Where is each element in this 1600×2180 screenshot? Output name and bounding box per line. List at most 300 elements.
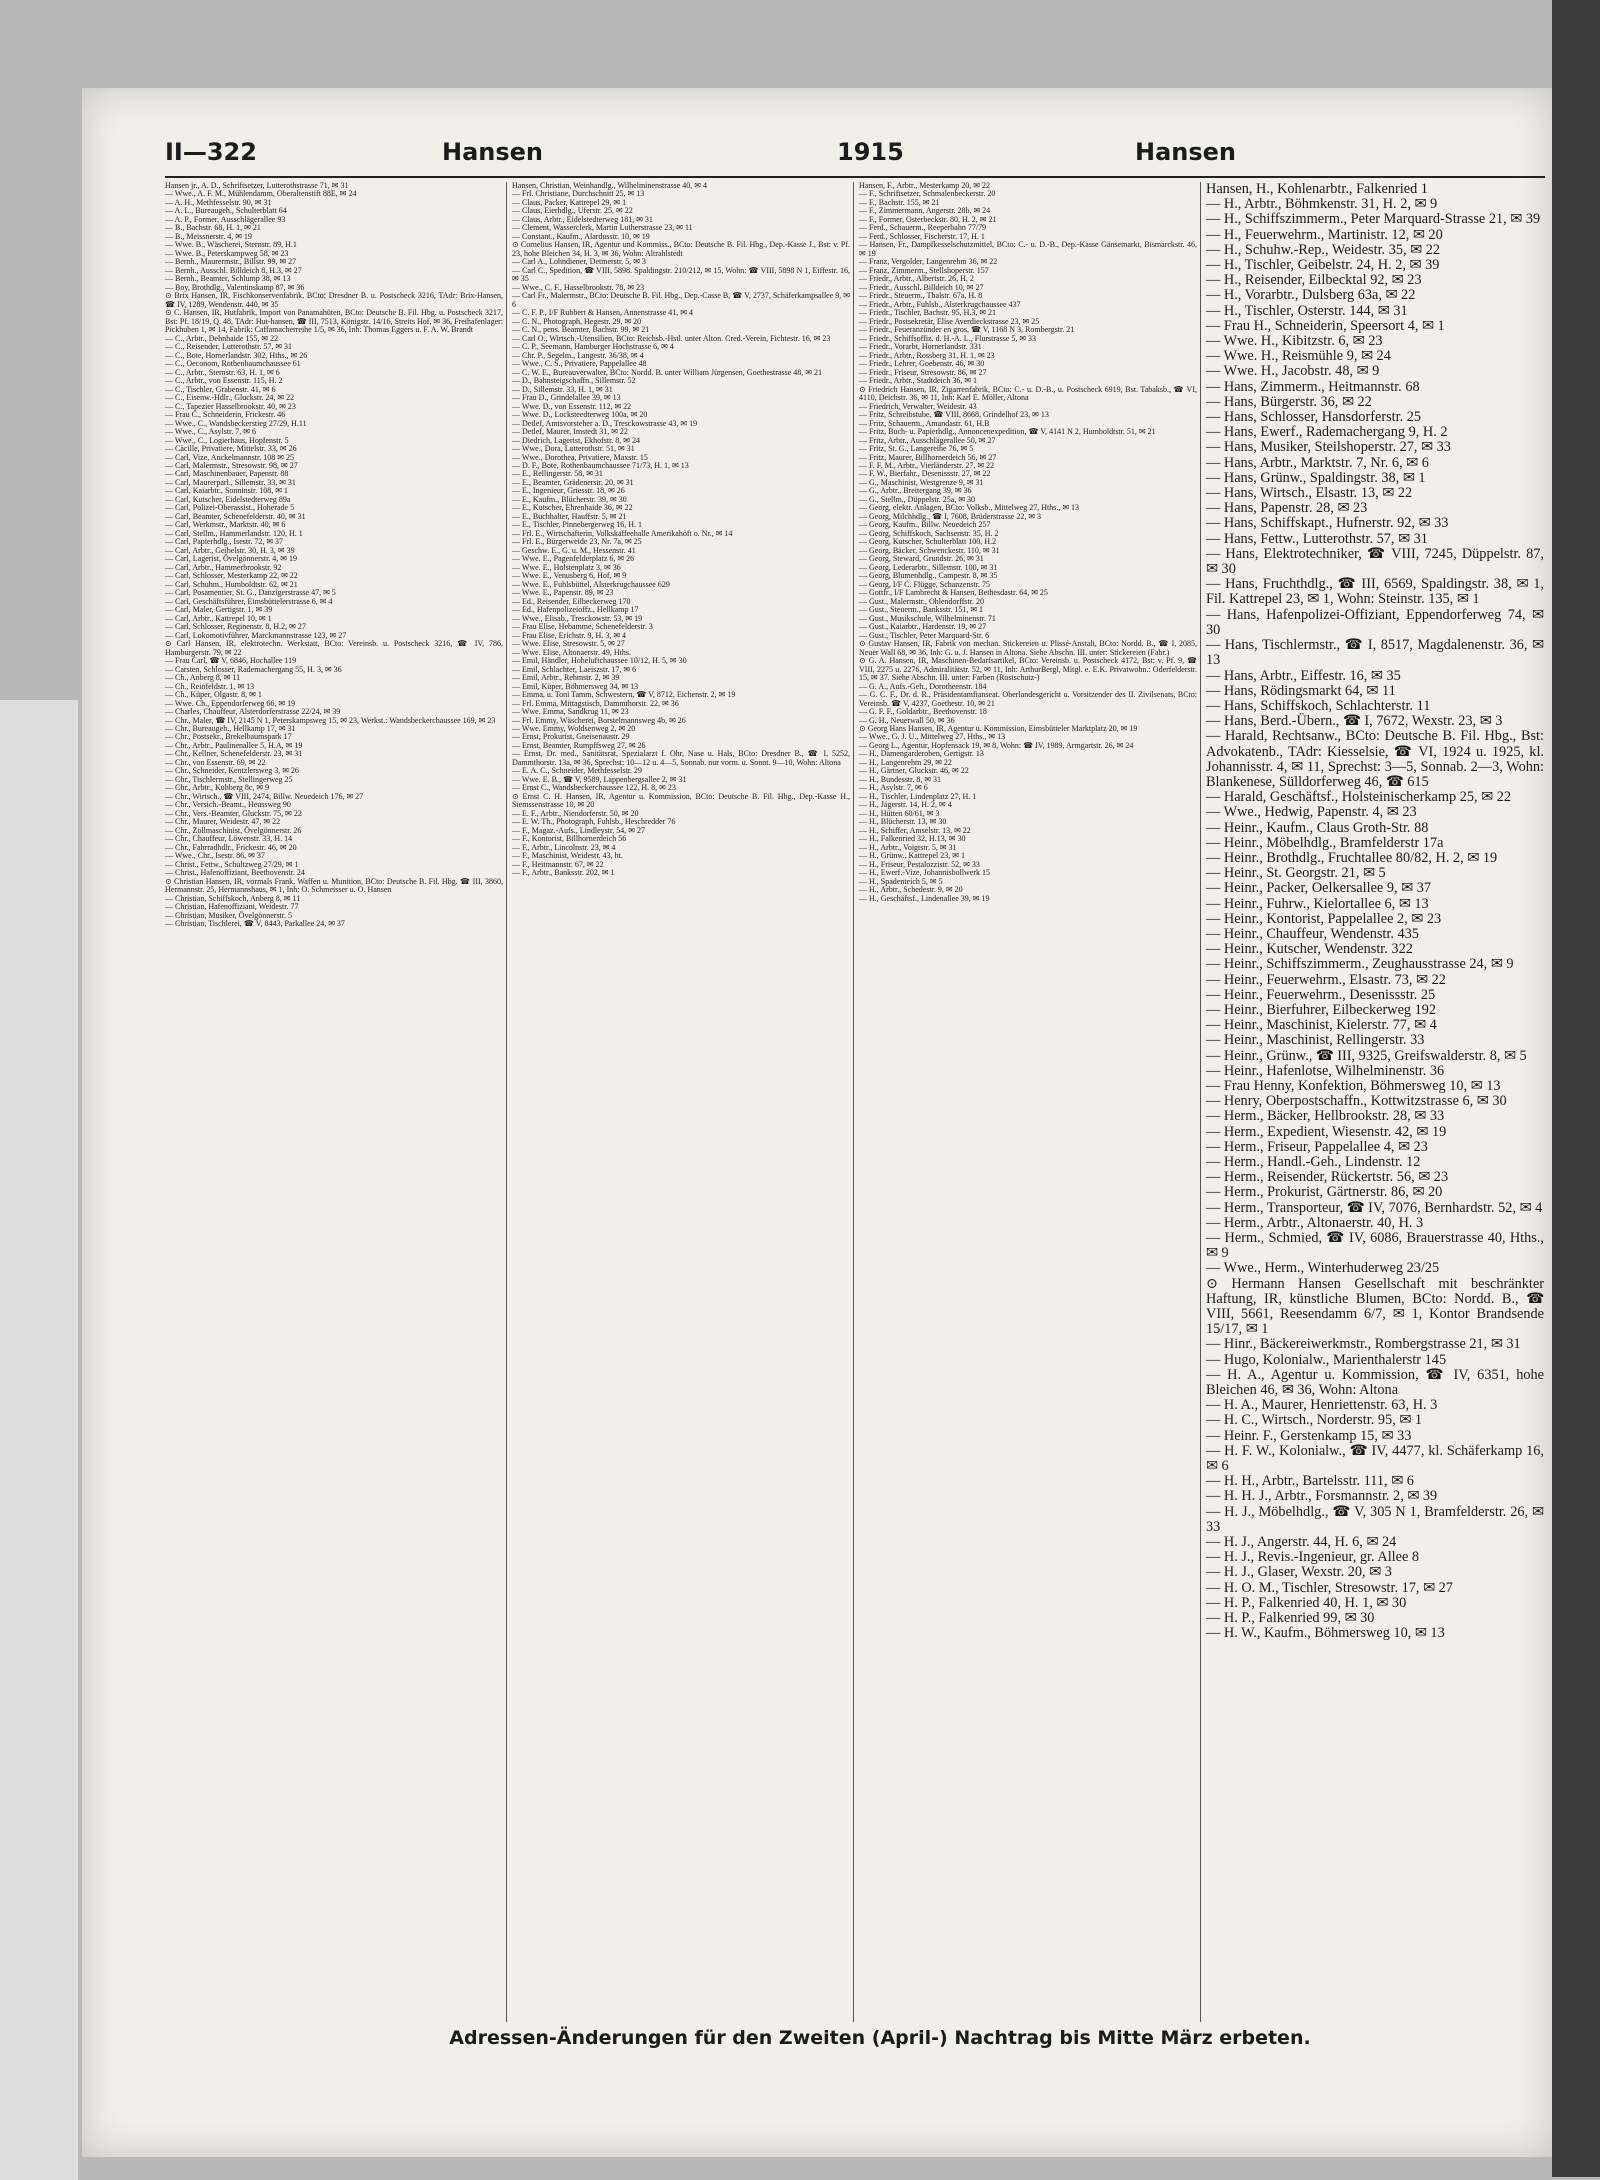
directory-entry: — Heinr., Hafenlotse, Wilhelminenstr. 36 (1206, 1062, 1445, 1079)
directory-entry: — H., Hütten 60/61, ✉ 3 (859, 808, 940, 818)
directory-entry: — Wwe. B., Peterskampweg 58, ✉ 23 (165, 248, 289, 258)
directory-entry: — Friedr., Steuerm., Thalstr. 67a, H. 8 (859, 291, 983, 301)
directory-entry: — Boy, Brothdlg., Valentinskamp 87, ✉ 36 (165, 282, 305, 292)
directory-entry: — Detlef, Amtsvorsteher a. D., Tresckowstrasse 43, ✉ 19 (512, 418, 698, 428)
directory-entry: — Hans, Elektrotechniker, ☎ VIII, 7245, Düppelstr. 87, ✉ 30 (1206, 545, 1544, 578)
directory-entry: — F., Arbtr., Banksstr. 202, ✉ 1 (512, 868, 615, 878)
directory-entry: — Heinr., Möbelhdlg., Bramfelderstr 17a (1206, 834, 1444, 851)
directory-entry: — Heinr., Schiffszimmerm., Zeughausstrasse 24, ✉ 9 (1206, 956, 1514, 973)
directory-entry: — Heinr., Bierfuhrer, Eilbeckerweg 192 (1206, 1001, 1437, 1018)
directory-entry: — H., Spadenteich 5, ✉ 5 (859, 876, 943, 886)
directory-entry: — Chr., Wirtsch., ☎ VIII, 2474, Billw. Neuedeich 176, ✉ 27 (165, 791, 364, 801)
directory-entry: — Ed., Hafenpolizeioffz., Hellkamp 17 (512, 605, 639, 615)
directory-entry: — Emma, u. Toni Tamm, Schwestern, ☎ V, 8712, Eichenstr. 2, ✉ 19 (512, 690, 736, 700)
directory-entry: — Frl. Christiane, Durchschnitt 25, ✉ 13 (512, 189, 645, 199)
directory-entry: — Wwe. H., Reismühle 9, ✉ 24 (1206, 348, 1391, 365)
directory-entry: — Christian, Schiffskoch, Anberg 8, ✉ 11 (165, 893, 301, 903)
directory-entry: — Ernst, Dr. med., Sanitätsrat, Spezialarzt f. Ohr, Nase u. Hals, BCto: Dresdner B., ☎ I, 5252, Dammthorstr. 13a, ✉ 36, Sprechst: 10—12 u. 4—5, Sonnab. nur vorm. u. Sonnt. 9—10, Wohn: Altona (512, 749, 850, 767)
directory-entry: — H., Asylstr. 7, ✉ 6 (859, 783, 928, 793)
directory-entry: ⊙ C. Hansen, IR, Hutfabrik, Import von Panamahüten, BCto: Deutsche B. Fil. Hbg. u. Postscheck 3217, Bst: Pf. 18/19, Q. 48, TAdr: Hut-hansen, ☎ III, 7513, Königstr. 14/16, Streits Hof, ✉ 36, Freihafenlager: Pickhuben 1, ✉ 14, Fabrik: Caffamacherreihe 1/5, ✉ 36, Inh: Thomas Eggers u. F. A. W. Brandt (165, 308, 503, 335)
directory-entry: — Wwe. E., Venusberg 6, Hof, ✉ 9 (512, 571, 627, 581)
directory-entry: — Wwe. E., Fuhlsbüttel, Alsterkrugchaussee 629 (512, 579, 670, 589)
next-page-edge (1552, 0, 1600, 2177)
directory-entry: — Hans, Fettw., Lutterothstr. 57, ✉ 31 (1206, 530, 1428, 547)
directory-entry: ⊙ Cornelius Hansen, IR, Agentur und Kommiss., BCto: Deutsche B. Fil. Hbg., Dep.-Kasse J., Bst: v. Pf. 23, hohe Bleichen 34, H. 3, ✉ 36, Wohn: Altrahlstedt (512, 240, 850, 258)
directory-entry: — Frau Elise, Hebamme, Schenefelderstr. 3 (512, 622, 653, 632)
directory-entry: — D., Sillemstr. 33, H. 1, ✉ 31 (512, 384, 613, 394)
directory-entry: — Wwe. D., von Essenstr. 112, ✉ 22 (512, 401, 632, 411)
directory-entry: — Herm., Handl.-Geh., Lindenstr. 12 (1206, 1154, 1421, 1170)
directory-entry: — Hans, Hafenpolizei-Offiziant, Eppendorferweg 74, ✉ 30 (1206, 606, 1544, 638)
directory-entry: — B., Bachstr. 68, H. 1, ✉ 21 (165, 223, 261, 233)
directory-entry: — Hans, Bürgerstr. 36, ✉ 22 (1206, 393, 1372, 410)
directory-entry: — Claus, Eierhdlg., Uferstr. 25, ✉ 22 (512, 206, 633, 216)
directory-entry: — E., Ingenieur, Griesstr. 18, ✉ 26 (512, 486, 625, 496)
directory-entry: — Hans, Rödingsmarkt 64, ✉ 11 (1206, 682, 1396, 699)
directory-entry: — E. F., Arbtr., Niendorferstr. 50, ✉ 20 (512, 808, 639, 818)
directory-entry: — Fritz, Buch- u. Papierhdlg., Annoncenexpedition, ☎ V, 4141 N 2, Humboldtstr. 51, ✉ 21 (859, 427, 1156, 437)
directory-entry: — Fritz, Schreibstube, ☎ VIII, 8668, Grindelhof 23, ✉ 13 (859, 410, 1049, 420)
directory-entry: ⊙ Friedrich Hansen, IR, Zigarrenfabrik, BCto: C.- u. D.-B., u. Postscheck 6919, Bst. Tabaksb., ☎ VI, 4110, Deichstr. 36, ✉ 11, Inh: Karl E. Möller, Altona (859, 384, 1197, 403)
directory-entry: — H., Langenrehm 29, ✉ 22 (859, 757, 952, 767)
directory-entry: — C. W. E., Bureauverwalter, BCto: Nordd. B. unter William Jürgensen, Goethestrasse 48, ✉ 21 (512, 367, 822, 377)
directory-entry: — Ed., Reisender, Eilbeckerweg 170 (512, 596, 631, 606)
directory-entry: — Hansen, Fr., Dampfkesselschutzmittel, BCto: C.- u. D.-B., Dep.-Kasse Gänsemarkt, Bismarckstr. 46, ✉ 19 (859, 240, 1197, 258)
directory-entry: — Carl, Maler, Gertigstr. 1, ✉ 39 (165, 605, 273, 615)
directory-entry: — D. F., Bote, Rothenbaumchaussee 71/73, H. 1, ✉ 13 (512, 460, 689, 470)
directory-entry: — D., Bahnsteigschaffn., Sillemstr. 52 (512, 376, 636, 386)
directory-entry: — Chr., Bureaugeh., Hellkamp 17, ✉ 31 (165, 724, 296, 733)
directory-entry: — Bernh., Maurermstr., Billstr. 99, ✉ 27 (165, 257, 297, 267)
column-3 (859, 182, 1197, 903)
directory-entry: — H. F. W., Kolonialw., ☎ IV, 4477, kl. Schäferkamp 16, ✉ 6 (1206, 1442, 1544, 1475)
directory-entry: — Wwe., C., Wandsbeckerstieg 27/29, H.11 (165, 418, 307, 428)
directory-entry: — Carl, Lokomotivführer, Marckmannstrasse 123, ✉ 27 (165, 630, 347, 640)
directory-entry: — H., Reisender, Eilbecktal 92, ✉ 23 (1206, 272, 1422, 289)
binding-edge (0, 700, 78, 2180)
directory-entry: — Wwe. E. B., ☎ V, 9589, Lappenbergsallee 2, ✉ 31 (512, 774, 687, 784)
directory-entry: — A. P., Former, Ausschlägerallee 93 (165, 214, 286, 224)
directory-entry: — Friedr., Schiffsoffiz. d. H.-A. L., Flurstrasse 5, ✉ 33 (859, 333, 1037, 343)
directory-entry: — Carl, Schuhm., Humboldtstr. 62, ✉ 21 (165, 579, 298, 589)
directory-entry: — F., Kontorist, Billhornerdeich 56 (512, 834, 627, 844)
directory-entry: — A. L., Bureaugeh., Schulterblatt 64 (165, 206, 287, 216)
directory-entry: — Wwe., Dora, Lutterothstr. 51, ✉ 31 (512, 444, 635, 454)
directory-entry: — F., Former, Osterbeckstr. 80, H. 2, ✉ 21 (859, 214, 997, 224)
directory-entry: — Wwe. E., Papenstr. 89, ✉ 23 (512, 588, 614, 598)
directory-entry: — Frau Carl, ☎ V, 6846, Hochallee 119 (165, 656, 297, 666)
directory-entry: — Heinr., Chauffeur, Wendenstr. 435 (1206, 925, 1419, 942)
directory-entry: — H. P., Falkenried 99, ✉ 30 (1206, 1610, 1375, 1627)
page-number: II—322 (165, 138, 257, 166)
directory-entry: — H. J., Revis.-Ingenieur, gr. Allee 8 (1206, 1549, 1420, 1566)
directory-entry: — Friedr., Arbtr., Rossberg 31, H. 1, ✉ 23 (859, 350, 995, 360)
directory-entry: — Chr., Maurer, Weidestr. 47, ✉ 22 (165, 817, 281, 827)
directory-entry: — Christian, Tischlerei, ☎ V, 8443, Parkallee 24, ✉ 37 (165, 919, 345, 929)
year: 1915 (837, 138, 904, 166)
directory-entry: — H. A., Agentur u. Kommission, ☎ IV, 6351, hohe Bleichen 46, ✉ 36, Wohn: Altona (1206, 1366, 1544, 1399)
directory-entry: Hansen, Christian, Weinhandlg., Wilhelminenstrasse 40, ✉ 4 (512, 181, 707, 190)
column-2 (512, 182, 850, 878)
directory-entry: — Christ., Hafenoffiziant, Beethovenstr. 24 (165, 868, 305, 878)
directory-entry: — Carl C., Spedition, ☎ VIII, 5898. Spaldingstr. 210/212, ✉ 15, Wohn: ☎ VIII, 5898 N 1, Eiffestr. 16, ✉ 35 (512, 265, 850, 284)
directory-entry: — A. H., Methfesselstr. 90, ✉ 31 (165, 197, 272, 207)
directory-entry: — Wwe. E., Holstenplatz 3, ✉ 36 (512, 562, 621, 572)
directory-entry: — H., Schiffer, Amselstr. 13, ✉ 22 (859, 825, 971, 835)
directory-entry: — H., Schuhw.-Rep., Weidestr. 35, ✉ 22 (1206, 241, 1440, 258)
directory-entry: — Ch., Anberg 8, ✉ 11 (165, 673, 241, 683)
directory-entry: — G. A., Aufs.-Geh., Dorotheenstr. 184 (859, 681, 987, 691)
directory-entry: — Herm., Schmied, ☎ IV, 6086, Brauerstrasse 40, Hths., ✉ 9 (1206, 1230, 1544, 1262)
directory-entry: — H. J., Möbelhdlg., ☎ V, 305 N 1, Bramfelderstr. 26, ✉ 33 (1206, 1503, 1544, 1535)
page-header (165, 138, 1545, 168)
directory-entry: — Chr., Kellner, Schenefelderstr. 23, ✉ 31 (165, 749, 303, 759)
directory-entry: — F., Zimmermann, Angerstr. 28b, ✉ 24 (859, 206, 991, 216)
directory-entry: — Heinr., Maschinist, Kielerstr. 77, ✉ 4 (1206, 1017, 1437, 1034)
directory-entry: — G. C. F., Dr. d. R., Präsidentamfianseat. Oberlandesgericht u. Vorsitzender des II. Zivilsenats, BCto: Vereinsb. ☎ V, 4237, Goethestr. 10, ✉ 21 (859, 690, 1197, 708)
directory-entry: — Frau H., Schneiderin, Speersort 4, ✉ 1 (1206, 317, 1445, 334)
directory-entry: — Herm., Arbtr., Altonaerstr. 40, H. 3 (1206, 1214, 1424, 1231)
directory-entry: — Chr., Vers.-Beamter, Gluckstr. 75, ✉ 22 (165, 808, 302, 818)
directory-entry: — Heinr., Kontorist, Pappelallee 2, ✉ 23 (1206, 910, 1442, 927)
directory-entry: — Chr., Maler, ☎ IV, 2145 N 1, Peterskampsweg 15, ✉ 23, Werkst.: Wandsbeckerchaussee 169, ✉ 23 (165, 715, 496, 725)
directory-entry: — H., Schiffszimmerm., Peter Marquard-Strasse 21, ✉ 39 (1206, 211, 1541, 228)
directory-entry: — Ferd., Schauerm., Reeperbahn 77/79 (859, 223, 987, 233)
directory-entry: — Wwe., Hedwig, Papenstr. 4, ✉ 23 (1206, 804, 1417, 821)
directory-entry: — H., Feuerwehrm., Martinistr. 12, ✉ 20 (1206, 226, 1443, 243)
directory-entry: — Chr., Versich.-Beamt., Heussweg 90 (165, 800, 291, 810)
directory-entry: — Georg, Kutscher, Schulterblatt 100, H.2 (859, 537, 997, 547)
directory-entry: — Wwe. Ch., Eppendorferweg 66, ✉ 19 (165, 698, 296, 708)
directory-entry: — Gust., Steuerm., Banksstr. 151, ✉ 1 (859, 605, 984, 615)
directory-entry: — Emil, Händler, Hoheluftchaussee 10/12, H. 5, ✉ 30 (512, 656, 687, 666)
directory-entry: — Charles, Chauffeur, Alsterdorferstrasse 22/24, ✉ 39 (165, 707, 341, 717)
directory-entry: — Carl, Geschäftsführer, Eimsbüttelerstrasse 6, ✉ 4 (165, 596, 333, 606)
directory-entry: — Wwe. Elise, Altonaerstr. 49, Hths. (512, 647, 631, 657)
directory-entry: — Wwe. D., Locksteedterweg 100a, ✉ 20 (512, 410, 648, 420)
directory-entry: — Emil, Arbtr., Rehmstr. 2, ✉ 39 (512, 673, 620, 683)
directory-entry: — Cäcille, Privatiere, Mittelstr. 33, ✉ 26 (165, 444, 297, 454)
directory-entry: — C., Tischler, Grabenstr. 41, ✉ 6 (165, 384, 276, 394)
directory-entry: — Gottfr., I/F Lambrecht & Hansen, Bethesdastr. 64, ✉ 25 (859, 588, 1048, 598)
directory-entry: — Franz, Zimmerm., Stellshoperstr. 157 (859, 265, 989, 275)
directory-entry: ⊙ Carl Hansen, IR, elektrotechn. Werkstatt, BCto: Vereinsb. u. Postscheck 3216, ☎ IV, 786, Hamburgerstr. 79, ✉ 22 (165, 639, 503, 657)
directory-entry: — Carl, Papierhdlg., Isestr. 72, ✉ 37 (165, 537, 284, 547)
directory-entry: — F. W., Bierfahr., Desenissstr. 27, ✉ 22 (859, 469, 991, 479)
directory-entry: ⊙ G. A. Hansen, IR, Maschinen-Bedarfsartikel, BCto: Vereinsb. u. Postscheck 4172, Bst: v. Pf. 9, ☎ VIII, 2275 u. 2276, Admiralitätstr. 52, ✉ 11, Inh: ArthurBergl, Mitgl. e. E.K. Privatwohn.: Oderfelderstr. 15, ✉ 37. Siehe Abschn. III. unter: Farben (Rostschutz-) (859, 656, 1197, 683)
directory-entry: — Bernh., Beamter, Schlump 38, ✉ 13 (165, 274, 291, 284)
directory-entry: — Herm., Reisender, Rückertstr. 56, ✉ 23 (1206, 1169, 1449, 1186)
directory-entry: — H. P., Falkenried 40, H. 1, ✉ 30 (1206, 1594, 1407, 1611)
directory-entry: — H., Friseur, Pestalozzistr. 52, ✉ 33 (859, 859, 980, 869)
directory-entry: — Georg, Milchhdlg., ☎ I, 7608, Brüderstrasse 22, ✉ 3 (859, 511, 1042, 521)
directory-entry: — Christian, Musiker, Övelgönnerstr. 5 (165, 910, 292, 920)
directory-entry: — Hans, Berd.-Übern., ☎ I, 7672, Wexstr. 23, ✉ 3 (1206, 713, 1503, 730)
directory-entry: — F., Heitmannstr. 67, ✉ 22 (512, 859, 604, 869)
directory-entry: — H., Arbtr., Böhmkenstr. 31, H. 2, ✉ 9 (1206, 196, 1438, 213)
directory-entry: — H., Bundesstr. 8, ✉ 31 (859, 774, 942, 784)
directory-entry: — Carsten, Schlosser, Rademachergang 55, H. 3, ✉ 36 (165, 664, 342, 674)
directory-entry: — H., Geschäftsf., Lindenallee 39, ✉ 19 (859, 893, 990, 903)
directory-entry: — H., Jägerstr. 14, H. 2, ✉ 4 (859, 800, 952, 810)
directory-entry: — Detlef, Maurer, Imstedt 31, ✉ 22 (512, 427, 628, 437)
directory-entry: — Heinr., Kutscher, Wendenstr. 322 (1206, 941, 1413, 958)
directory-entry: — Frl. E., Wirtschafterin, Volkskaffeehalle Amerikahöft o. Nr., ✉ 14 (512, 528, 733, 538)
directory-entry: — E., Beamter, Grädenerstr. 20, ✉ 31 (512, 477, 634, 487)
directory-entry: — C., Arbtr., Dehnhaide 155, ✉ 22 (165, 333, 279, 343)
directory-entry: — H. C., Wirtsch., Norderstr. 95, ✉ 1 (1206, 1412, 1423, 1429)
directory-entry: — F., Bachstr. 155, ✉ 21 (859, 197, 940, 207)
directory-entry: — Georg, Steward, Grundstr. 26, ✉ 31 (859, 554, 984, 564)
directory-entry: — Carl O., Wirtsch.-Utensilien, BCto: Reichsb.-Hstl. unter Alton. Cred.-Verein, Fichtestr. 16, ✉ 23 (512, 333, 831, 343)
directory-entry: — H. W., Kaufm., Böhmersweg 10, ✉ 13 (1206, 1625, 1445, 1642)
directory-entry: — Wwe. H., Jacobstr. 48, ✉ 9 (1206, 363, 1380, 380)
directory-entry: — Georg, Bäcker, Schwenckestr. 110, ✉ 31 (859, 545, 1000, 555)
directory-entry: — Wwe. E., Pagenfelderplatz 6, ✉ 26 (512, 554, 635, 564)
directory-entry: ⊙ Georg Hans Hansen, IR, Agentur u. Kommission, Eimsbütteler Marktplatz 20, ✉ 19 (859, 724, 1138, 733)
directory-entry: — Friedrich, Verwalter, Weidestr. 43 (859, 401, 977, 411)
directory-entry: — E. A. C., Schneider, Methfesselstr. 29 (512, 766, 642, 776)
directory-entry: — Hans, Fruchthdlg., ☎ III, 6569, Spaldingstr. 38, ✉ 1, Fil. Kattrepel 23, ✉ 1, Wohn: Steinstr. 135, ✉ 1 (1206, 576, 1544, 608)
directory-entry: — Wwe., G. J. U., Mittelweg 27, Hths., ✉ 13 (859, 732, 1006, 742)
directory-entry: — Wwe., Herm., Winterhuderweg 23/25 (1206, 1260, 1440, 1277)
directory-entry: — Carl, Vize, Anckelmannstr. 108 ✉ 25 (165, 452, 294, 462)
directory-entry: — Gust., Malermstr., Ohlendorffstr. 20 (859, 596, 984, 606)
directory-entry: — E., Kutscher, Ehrenhaide 36, ✉ 22 (512, 503, 633, 513)
directory-entry: ⊙ Christian Hansen, IR, vormals Frank, Waffen u. Munition, BCto: Deutsche B. Fil. Hbg. ☎ III, 3860, Hermannstr. 25, Hermannshaus, ✉ 1, Inh: O. Schmeisser u. O. Hansen (165, 876, 503, 895)
directory-entry: — Wwe. B., Wäscherei, Sternstr. 89, H.1 (165, 240, 297, 250)
directory-entry: — Chr., von Essenstr. 69, ✉ 22 (165, 757, 266, 767)
directory-entry: — Chr., Zollmaschinist, Övelgönnerstr. 26 (165, 825, 302, 835)
directory-entry: — Hans, Schlosser, Hansdorferstr. 25 (1206, 409, 1422, 426)
directory-entry: — Friedr., Friseur, Stresowstr. 86, ✉ 27 (859, 367, 987, 377)
directory-entry: — Chr., Postsekr., Brekelbaumspark 17 (165, 732, 292, 742)
directory-entry: — Frl. E., Bürgerweide 23, Nr. 7a, ✉ 25 (512, 537, 642, 547)
directory-entry: ⊙ Hermann Hansen Gesellschaft mit beschränkter Haftung, IR, künstliche Blumen, BCto: Nordd. B., ☎ VIII, 5661, Reesendamm 6/7, ✉ 1, Kontor Brandsende 15/17, ✉ 1 (1206, 1275, 1544, 1338)
directory-entry: — C. F. P., I/F Rubbert & Hansen, Annenstrasse 41, ✉ 4 (512, 308, 693, 318)
directory-entry: ⊙ Gustav Hansen, IR, Fabrik von mechan. Stickereien u. Plissé-Anstalt, BCto: Nordd. B., ☎ I, 2085, Neuer Wall 68, ✉ 36, Inh: G. u. J. Hansen in Altona. Siehe Abschn. III. unter: Stickereien (Fabr.) (859, 639, 1197, 657)
directory-entry: — H., Tischler, Osterstr. 144, ✉ 31 (1206, 302, 1408, 319)
directory-entry: — Georg, I/F C. Flügge, Schanzenstr. 75 (859, 579, 990, 589)
directory-entry: — Carl, Kutscher, Eidelstedterweg 89a (165, 494, 291, 504)
directory-entry: — Friedr., Vorarbt, Hornerlandstr. 331 (859, 342, 982, 352)
directory-entry: — C., Arbtr., von Essenstr. 115, H. 2 (165, 376, 283, 386)
directory-entry: — Georg, Schiffskoch, Sachsenstr. 35, H. 2 (859, 528, 999, 538)
directory-entry: — Carl, Arbtr., Kattrepel 10, ✉ 1 (165, 613, 272, 623)
directory-entry: — Carl, Polizei-Oberassist., Hoherade 5 (165, 503, 295, 513)
directory-entry: — Ernst C., Wandsbeckerchaussee 122, H. 8, ✉ 23 (512, 783, 676, 793)
directory-entry: — Hans, Grünw., Spaldingstr. 38, ✉ 1 (1206, 469, 1426, 486)
directory-entry: — Chr., Arbtr., Kuhberg 8c, ✉ 9 (165, 783, 270, 793)
directory-entry: — G., Maschinist, Westgrenze 9, ✉ 31 (859, 477, 984, 487)
directory-entry: — Friedr., Feueranzünder en gros, ☎ V, 1168 N 3, Rombergstr. 21 (859, 325, 1075, 335)
directory-entry: Hansen, H., Kohlenarbtr., Falkenried 1 (1206, 181, 1428, 197)
directory-entry: — Fritz, Maurer, Billhornerdeich 56, ✉ 27 (859, 452, 997, 462)
directory-entry: — E., Kaufm., Blücherstr. 39, ✉ 30 (512, 494, 627, 504)
directory-entry: — E., Rellingerstr. 58, ✉ 31 (512, 469, 603, 479)
directory-entry: Hansen, F., Arbtr., Mesterkamp 20, ✉ 22 (859, 181, 990, 190)
column-4 (1206, 182, 1544, 1642)
directory-entry: — C. P., Seemann, Hamburger Hochstrasse 6, ✉ 4 (512, 342, 674, 352)
directory-entry: — H. H. J., Arbtr., Forsmannstr. 2, ✉ 39 (1206, 1488, 1438, 1505)
directory-entry: — Wwe., C. F., Hasselbrookstr. 78, ✉ 23 (512, 282, 645, 292)
directory-entry: — Chr. P., Segelm., Langestr. 36/38, ✉ 4 (512, 350, 644, 360)
directory-entry: — H. O. M., Tischler, Stresowstr. 17, ✉ 27 (1206, 1579, 1453, 1596)
directory-entry: — Heinr., St. Georgstr. 21, ✉ 5 (1206, 865, 1386, 882)
directory-entry: — Fritz, Schauerm., Amandastr. 61, H.B (859, 418, 990, 428)
directory-entry: — Ch., Reinfeldstr. 1, ✉ 13 (165, 681, 255, 691)
directory-entry: — Carl, Stellm., Hammerlandstr. 120, H. 1 (165, 528, 303, 538)
directory-entry: — H., Tischler, Lindenplatz 27, H. 1 (859, 791, 977, 801)
directory-entry: — Hans, Schiffskapt., Hufnerstr. 92, ✉ 33 (1206, 515, 1449, 532)
directory-entry: — Ernst, Prokurist, Gneisenaustr. 29 (512, 732, 630, 742)
directory-entry: — Wwe. Emma, Sandkrug 11, ✉ 23 (512, 707, 629, 717)
directory-entry: — Chr., Schneider, Kentzlersweg 3, ✉ 26 (165, 766, 299, 776)
directory-entry: — Friedr., Arbtr., Albertstr. 26, H. 2 (859, 274, 974, 284)
directory-entry: — H., Gärtner, Gluckstr. 46, ✉ 22 (859, 766, 969, 776)
directory-entry: — Hans, Schiffskoch, Schlachterstr. 11 (1206, 697, 1431, 714)
directory-entry: — Carl, Malermstr., Stresowstr. 98, ✉ 27 (165, 460, 298, 470)
directory-entry: — Christ., Fettw., Schultzweg 27/29, ✉ 1 (165, 859, 299, 869)
directory-entry: — H., Ewerf.-Vize, Johannisbollwerk 15 (859, 868, 991, 878)
directory-entry: — Frau Elise, Erichstr. 9, H. 3, ✉ 4 (512, 630, 627, 640)
directory-entry: — H. J., Glaser, Wexstr. 20, ✉ 3 (1206, 1564, 1392, 1581)
directory-entry: — H., Falkenried 32, H.13, ✉ 30 (859, 834, 966, 844)
directory-entry: — Gust., Kaiarbtr., Hardenstr. 19, ✉ 27 (859, 622, 987, 632)
directory-entry: — Wwe., Chr., Isestr. 86, ✉ 37 (165, 851, 265, 861)
directory-entry: — C., Oeconom, Rothenbaumchaussee 61 (165, 359, 301, 369)
directory-entry: — C. N., Photograph, Hegestr. 29, ✉ 20 (512, 316, 642, 326)
header-rule (165, 176, 1545, 178)
directory-entry: — Constant., Kaufm., Alardusstr. 10, ✉ 19 (512, 231, 650, 241)
directory-entry: — Wwe. H., Kibitzstr. 6, ✉ 23 (1206, 333, 1383, 350)
directory-entry: — G. F. F., Goldarbtr., Beethovenstr. 18 (859, 707, 987, 717)
directory-entry: — Harald, Geschäftsf., Holsteinischerkamp 25, ✉ 22 (1206, 789, 1511, 806)
directory-entry: — Clement, Wasserclerk, Martin Lutherstrasse 23, ✉ 11 (512, 223, 693, 233)
directory-entry: — H., Blücherstr. 13, ✉ 30 (859, 817, 947, 827)
directory-entry: — Hinr., Bäckereiwerkmstr., Rombergstrasse 21, ✉ 31 (1206, 1336, 1521, 1353)
directory-entry: — C., Bote, Hornerlandstr. 302, Hths., ✉ 26 (165, 350, 308, 360)
directory-entry: — Georg, Lederarbtr., Sillemstr. 100, ✉ 31 (859, 562, 998, 572)
directory-entry: — Emil, Küper, Böhmersweg 34, ✉ 13 (512, 681, 639, 691)
directory-entry: — H. J., Angerstr. 44, H. 6, ✉ 24 (1206, 1534, 1397, 1551)
directory-entry: — Herm., Expedient, Wiesenstr. 42, ✉ 19 (1206, 1123, 1447, 1140)
directory-entry: — Carl, Maurerparl., Sillemstr. 33, ✉ 31 (165, 477, 296, 487)
directory-entry: — Carl, Schlosser, Mesterkamp 22, ✉ 22 (165, 571, 298, 581)
directory-entry: — Hans, Ewerf., Rademachergang 9, H. 2 (1206, 424, 1448, 441)
directory-entry: — Fritz, St. G., Langereihe 76, ✉ 5 (859, 444, 974, 454)
directory-entry: — F., Schriftsetzer, Schmalenbeckerstr. 20 (859, 189, 996, 199)
directory-entry: — Heinr., Feuerwehrm., Elsastr. 73, ✉ 22 (1206, 971, 1446, 988)
directory-entry: — C., Tapezier Hasselbrookstr. 40, ✉ 23 (165, 401, 296, 411)
directory-entry: — Diedrich, Lagerist, Ekhofstr. 8, ✉ 24 (512, 435, 641, 445)
directory-entry: ⊙ Brix Hansen, IR, Fischkonservenfabrik, BCto: Dresdner B. u. Postscheck 3216, TAdr: Brix-Hansen, ☎ IV, 1289, Wendenstr. 440, ✉ 35 (165, 291, 503, 309)
directory-entry: — C. N., pens. Beamter, Bachstr. 99, ✉ 21 (512, 325, 650, 335)
directory-entry: — F., Magaz.-Aufs., Lindleystr. 54, ✉ 27 (512, 825, 645, 835)
directory-entry: — Claus, Packer, Kattrepel 29, ✉ 1 (512, 197, 627, 207)
directory-entry: — G., Arbtr., Breitergang 39, ✉ 36 (859, 486, 972, 496)
directory-entry: — B., Meissnerstr. 4, ✉ 19 (165, 231, 252, 241)
directory-entry: — Georg, Blumenhdlg., Campestr. 8, ✉ 35 (859, 571, 998, 581)
right-running-title: Hansen (1135, 138, 1237, 166)
directory-entry: — H., Arbtr., Schedestr. 9, ✉ 20 (859, 885, 963, 895)
directory-entry: — Franz, Vergolder, Langenrehm 36, ✉ 22 (859, 257, 998, 267)
directory-entry: — Chr., Tischlermstr., Stellingerweg 25 (165, 774, 293, 784)
footer-notice: Adressen-Änderungen für den Zweiten (April-) Nachtrag bis Mitte März erbeten. (449, 2027, 1311, 2049)
directory-entry: — E. W. Th., Photograph, Fuhlsb., Heschredder 76 (512, 817, 676, 827)
directory-entry: — Georg, Kaufm., Billw. Neuedeich 257 (859, 520, 991, 530)
directory-entry: — Chr., Fahrradhdlr., Frickestr. 46, ✉ 20 (165, 842, 297, 852)
directory-entry: — Friedr., Ausschl. Billdeich 10, ✉ 27 (859, 282, 984, 292)
directory-entry: — Wwe., A. F. M., Mühlendamm, Oberaltenstift 88E, ✉ 24 (165, 189, 357, 199)
directory-entry: — Heinr., Kaufm., Claus Groth-Str. 88 (1206, 819, 1429, 836)
directory-entry: — Claus, Arbtr., Eidelstedterweg 181, ✉ 31 (512, 214, 653, 224)
directory-entry: — Wwe., C., Logierhaus, Hopfenstr. 5 (165, 435, 289, 445)
directory-entry: — Chr., Arbtr., Paulinenallee 5, H.A, ✉ 19 (165, 740, 303, 750)
directory-entry: — H. H., Arbtr., Bartelsstr. 111, ✉ 6 (1206, 1473, 1414, 1490)
directory-entry: — Henry, Oberpostschaffn., Kottwitzstrasse 6, ✉ 30 (1206, 1093, 1507, 1110)
directory-entry: — Wwe., C., Asylstr. 7, ✉ 6 (165, 427, 257, 437)
directory-entry: — H., Arbtr., Voigtstr. 5, ✉ 31 (859, 842, 957, 852)
directory-entry: — Carl, Maschinenbauer, Papenstr. 88 (165, 469, 289, 479)
directory-entry: — F. F. M., Arbtr., Vierländerstr. 27, ✉ 22 (859, 460, 995, 470)
directory-entry: — Frau D., Grindelallee 39, ✉ 13 (512, 393, 621, 403)
directory-entry: — Herm., Transporteur, ☎ IV, 7076, Bernhardstr. 52, ✉ 4 (1206, 1199, 1543, 1216)
directory-entry: — Heinr., Brothdlg., Fruchtallee 80/82, H. 2, ✉ 19 (1206, 849, 1498, 866)
directory-entry: — E., Tischler, Pinnebergerweg 16, H. 1 (512, 520, 642, 530)
directory-entry: — Gust., Tischler, Peter Marquard-Str. 6 (859, 630, 990, 640)
directory-entry: — Geschw. E., G. u. M., Hessenstr. 41 (512, 545, 636, 555)
directory-entry: — Georg L., Agentur, Hopfensack 19, ✉ 8, Wohn: ☎ IV, 1989, Armgartstr. 26, ✉ 24 (859, 740, 1134, 750)
directory-entry: — Christian, Hafenoffiziant, Weidestr. 77 (165, 902, 299, 912)
directory-entry: — Heinr., Maschinist, Rellingerstr. 33 (1206, 1032, 1425, 1049)
directory-entry: — G. H., Neuerwall 50, ✉ 36 (859, 715, 955, 725)
directory-entry: — Frl. Emma, Mittagstisch, Dammthorstr. 22, ✉ 36 (512, 698, 679, 708)
directory-entry: — Friedr., Lehrer, Goebenstr. 46, ✉ 30 (859, 359, 985, 369)
directory-entry: — C., Arbtr., Sternstr. 63, H. 1, ✉ 6 (165, 367, 280, 377)
directory-entry: — Friedr., Arbtr., Stadtdeich 36, ✉ 1 (859, 376, 978, 386)
directory-entry: — Bernh., Ausschl. Billdeich 8, H.3, ✉ 27 (165, 265, 302, 275)
directory-entry: — H., Grünw., Kattrepel 23, ✉ 1 (859, 851, 965, 861)
column-1 (165, 182, 503, 929)
directory-entry: — Friedr., Postsekretär, Elise Averdieckstrasse 23, ✉ 25 (859, 316, 1040, 326)
directory-entry: — Frau C., Schneiderin, Frickestr. 46 (165, 410, 286, 420)
directory-entry: — C., Reisender, Lutterothstr. 57, ✉ 31 (165, 342, 293, 352)
directory-entry: — Hans, Wirtsch., Elsastr. 13, ✉ 22 (1206, 485, 1413, 502)
directory-entry: — H., Damengarderoben, Gertigstr. 13 (859, 749, 984, 759)
directory-entry: — Carl Fr., Malermstr., BCto: Deutsche B. Fil. Hbg., Dep.-Casse B, ☎ V, 2737, Schäferkampsallee 9, ✉ 6 (512, 291, 850, 309)
directory-entry: — Carl, Posamentier, St. G., Danzigerstrasse 47, ✉ 5 (165, 588, 336, 598)
directory-entry: — Carl, Arbtr., Geibelstr. 30, H. 3, ✉ 39 (165, 545, 295, 555)
directory-entry: — G., Stellm., Düppelstr. 25a, ✉ 30 (859, 494, 976, 504)
directory-entry: — Gust., Musikschule, Wilhelminenstr. 71 (859, 613, 996, 623)
directory-entry: — Hans, Papenstr. 28, ✉ 23 (1206, 500, 1368, 517)
directory-entry: — Hans, Arbtr., Marktstr. 7, Nr. 6, ✉ 6 (1206, 454, 1429, 471)
directory-entry: — Heinr. F., Gerstenkamp 15, ✉ 33 (1206, 1427, 1412, 1444)
directory-entry: — Fritz, Arbtr., Ausschlägerallee 50, ✉ 27 (859, 435, 996, 445)
directory-entry: — F., Arbtr., Lincolnstr. 23, ✉ 4 (512, 842, 616, 852)
directory-entry: — H. A., Maurer, Henriettenstr. 63, H. 3 (1206, 1397, 1438, 1414)
directory-entry: — Harald, Rechtsanw., BCto: Deutsche B. Fil. Hbg., Bst: Advokatenb., TAdr: Kiesselsie, ☎ VI, 1924 u. 1925, kl. Johannisstr. 4, ✉ 11, Sprechst: 3—5, Sonnab. 2—3, Wohn: Blankenese, Sülldorferweg 46, ☎ 615 (1206, 728, 1544, 790)
directory-entry: — Hans, Arbtr., Eiffestr. 16, ✉ 35 (1206, 667, 1401, 684)
directory-entry: — Frl. Emmy, Wäscherei, Borstelmannsweg 4b, ✉ 26 (512, 715, 686, 725)
directory-entry: Hansen jr., A. D., Schriftsetzer, Lutterothstrasse 71, ✉ 31 (165, 181, 349, 190)
directory-entry: — Heinr., Fuhrw., Kielortallee 6, ✉ 13 (1206, 895, 1429, 912)
directory-entry: — Carl, Arbtr., Hammerbrookstr. 92 (165, 562, 282, 572)
directory-entry: — H., Tischler, Geibelstr. 24, H. 2, ✉ 39 (1206, 257, 1440, 274)
directory-entry: — Frau Henny, Konfektion, Böhmersweg 10, ✉ 13 (1206, 1077, 1501, 1094)
directory-entry: — Hans, Musiker, Steilshoperstr. 27, ✉ 33 (1206, 439, 1451, 456)
